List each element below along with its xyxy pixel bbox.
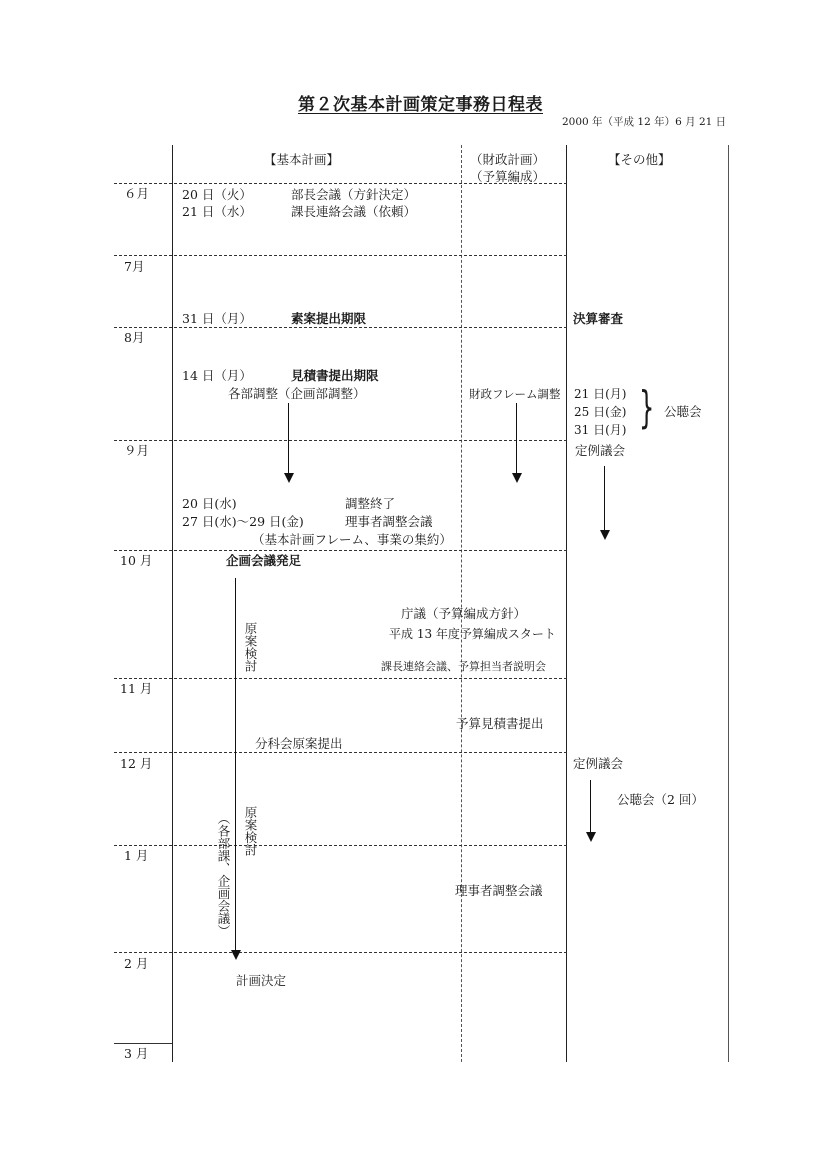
month-line-jun <box>114 183 567 184</box>
left-column-line <box>172 145 173 1062</box>
entry-text: 計画決定 <box>236 973 287 988</box>
finance-column-line <box>461 145 462 1062</box>
entry-text: 理事者調整会議 <box>345 514 433 529</box>
document-title: 第２次基本計画策定事務日程表 <box>298 95 543 115</box>
arrow-down-icon <box>586 832 596 842</box>
entry-date: 21 日（水） <box>182 204 252 219</box>
month-label: 12 月 <box>120 756 153 771</box>
month-line-feb <box>114 952 567 953</box>
arrow-shaft <box>516 403 517 473</box>
month-label: 10 月 <box>120 553 153 568</box>
header-other: 【その他】 <box>608 152 671 167</box>
month-label: ６月 <box>124 186 150 201</box>
entry-text: 課長連絡会議（依頼） <box>291 204 417 219</box>
header-budget: （予算編成） <box>470 169 546 184</box>
other-entry: 定例議会 <box>573 756 624 771</box>
finance-entry: 財政フレーム調整 <box>469 387 561 401</box>
month-line-nov <box>114 678 567 679</box>
month-label: 11 月 <box>120 681 153 696</box>
entry-text: 見積書提出期限 <box>291 368 379 383</box>
month-line-sep <box>114 440 567 441</box>
finance-entry: 庁議（予算編成方針） <box>401 606 527 621</box>
month-label: 7月 <box>124 259 145 274</box>
header-finance-plan: （財政計画） <box>470 152 546 167</box>
hearing-date: 25 日(金) <box>574 405 627 419</box>
month-line-aug <box>114 327 567 328</box>
arrow-down-icon <box>512 473 522 483</box>
arrow-shaft <box>590 780 591 832</box>
header-basic-plan: 【基本計画】 <box>264 152 340 167</box>
hearing-date: 21 日(月) <box>574 387 627 401</box>
arrow-down-icon <box>284 473 294 483</box>
right-edge-line <box>728 145 729 1062</box>
month-label: 3 月 <box>124 1046 149 1061</box>
month-line-oct <box>114 550 567 551</box>
month-label: ９月 <box>124 443 150 458</box>
arrow-shaft <box>288 403 289 473</box>
finance-entry: 平成 13 年度予算編成スタート <box>389 627 556 641</box>
entry-text: 素案提出期限 <box>291 311 367 326</box>
month-label: 2 月 <box>124 956 149 971</box>
arrow-down-icon <box>231 950 241 960</box>
other-column-line <box>566 145 567 1062</box>
entry-date: 20 日（火） <box>182 187 252 202</box>
vertical-text: 原案検討 <box>243 622 258 672</box>
hearing-date: 31 日(月) <box>574 423 627 437</box>
other-entry: 定例議会 <box>575 443 626 458</box>
finance-entry: 理事者調整会議 <box>455 883 543 898</box>
month-label: 1 月 <box>124 848 149 863</box>
finance-entry: 課長連絡会議、予算担当者説明会 <box>381 660 546 673</box>
vertical-text: （各部課、企画会議） <box>216 812 231 937</box>
entry-date: 20 日(水) <box>182 496 237 511</box>
month-label: 8月 <box>124 330 145 345</box>
arrow-shaft <box>604 466 605 530</box>
other-entry: 公聴会 <box>664 404 702 419</box>
month-line-jul <box>114 255 567 256</box>
entry-text: 部長会議（方針決定） <box>291 187 417 202</box>
entry-date: 14 日（月） <box>182 368 252 383</box>
entry-date: 27 日(水)～29 日(金) <box>182 514 304 529</box>
document-date: 2000 年（平成 12 年）6 月 21 日 <box>562 116 727 128</box>
other-entry: 決算審査 <box>573 311 624 326</box>
entry-text: （基本計画フレーム、事業の集約） <box>252 532 452 547</box>
finance-entry: 予算見積書提出 <box>456 716 544 731</box>
arrow-shaft <box>235 578 236 950</box>
month-line-jan <box>114 845 567 846</box>
right-brace-icon: } <box>639 382 655 433</box>
entry-text: 企画会議発足 <box>226 553 302 568</box>
entry-date: 31 日（月） <box>182 311 252 326</box>
other-entry: 公聴会（2 回） <box>617 792 704 807</box>
arrow-down-icon <box>600 530 610 540</box>
vertical-text: 原案検討 <box>243 806 258 856</box>
month-line-dec <box>114 752 567 753</box>
month-line-mar <box>114 1043 172 1044</box>
entry-text: 各部調整（企画部調整） <box>228 386 366 401</box>
entry-text: 調整終了 <box>345 496 396 511</box>
entry-text: 分科会原案提出 <box>255 736 343 751</box>
